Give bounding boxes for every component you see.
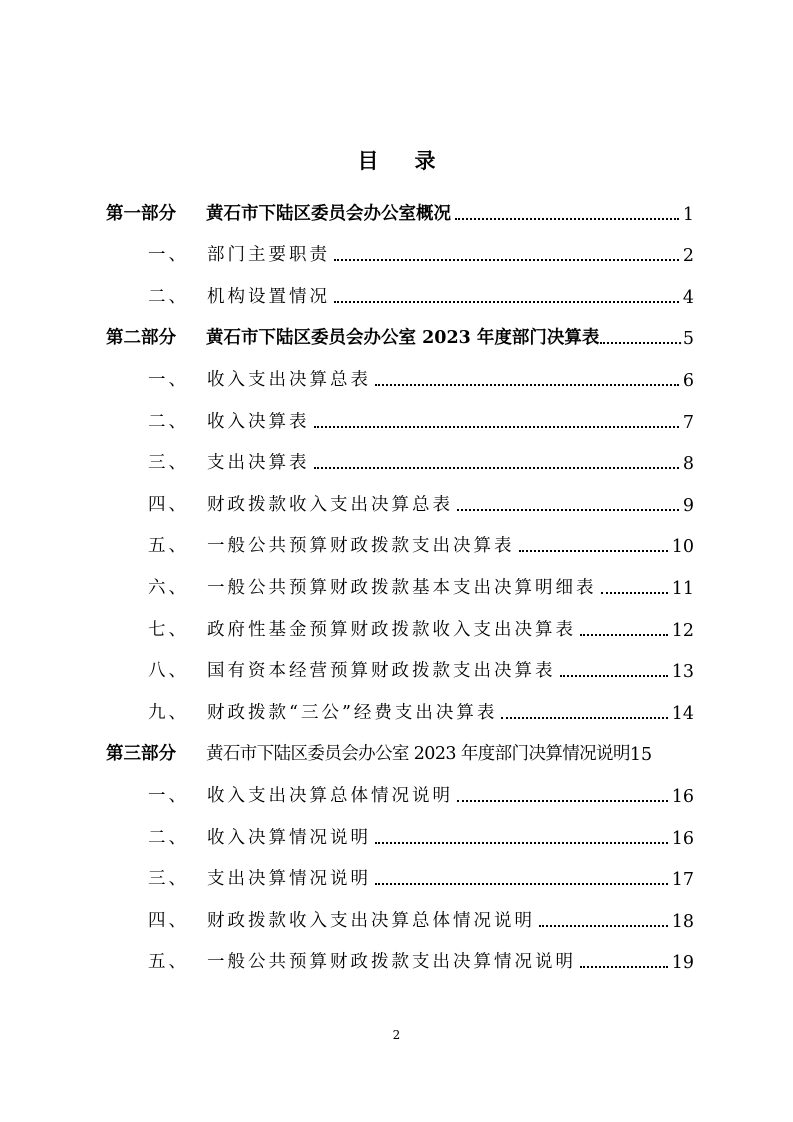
toc-entry-label: 黄石市下陆区委员会办公室概况 <box>206 203 451 224</box>
toc-entry-number: 第三部分 <box>106 744 176 765</box>
toc-entry-label: 国有资本经营预算财政拨款支出决算表 <box>207 661 556 682</box>
toc-subentry[interactable] <box>106 433 694 475</box>
toc-subentry[interactable] <box>106 474 694 516</box>
toc-subentry[interactable] <box>106 890 694 932</box>
toc-entry-label: 一般公共预算财政拨款支出决算情况说明 <box>207 952 576 973</box>
toc-entry-page: 1 <box>682 204 694 225</box>
toc-entry-page: 15 <box>629 745 653 766</box>
toc-entry-number: 一、 <box>148 245 189 266</box>
toc-entry-number: 二、 <box>148 827 189 848</box>
toc-leader-dots <box>501 717 667 719</box>
toc-title-char-2: 录 <box>414 148 436 173</box>
toc-entry-number: 四、 <box>148 494 189 515</box>
toc-leader-dots <box>601 592 668 594</box>
toc-leader-dots <box>539 925 668 927</box>
toc-entry-label: 财政拨款收入支出决算总体情况说明 <box>207 910 535 931</box>
toc-entry-page: 7 <box>682 412 694 433</box>
toc-part-entry[interactable] <box>106 183 694 225</box>
toc-leader-dots <box>560 675 668 677</box>
toc-subentry[interactable] <box>106 391 694 433</box>
toc-leader-dots <box>314 426 679 428</box>
toc-subentry[interactable] <box>106 266 694 308</box>
toc-entry-page: 14 <box>671 703 694 724</box>
toc-entry-number: 六、 <box>148 577 189 598</box>
toc-entry-label: 支出决算情况说明 <box>207 869 371 890</box>
toc-entry-label: 收入支出决算总表 <box>207 369 371 390</box>
toc-entry-label: 政府性基金预算财政拨款收入支出决算表 <box>207 619 576 640</box>
toc-subentry[interactable] <box>106 807 694 849</box>
toc-leader-dots <box>580 966 668 968</box>
toc-leader-dots <box>375 842 668 844</box>
toc-entry-label: 财政拨款“三公”经费支出决算表 <box>207 702 498 723</box>
toc-entry-number: 一、 <box>148 369 189 390</box>
toc-entry-page: 17 <box>671 870 694 891</box>
toc-entry-label: 黄石市下陆区委员会办公室 2023 年度部门决算情况说明 <box>206 744 630 765</box>
toc-entry-label: 黄石市下陆区委员会办公室 2023 年度部门决算表 <box>206 328 600 349</box>
toc-entry-page: .5 <box>677 329 694 350</box>
toc-entry-page: 8 <box>682 454 694 475</box>
toc-entry-number: 二、 <box>148 286 189 307</box>
page-number: 2 <box>392 1028 401 1042</box>
toc-entry-number: 第二部分 <box>106 328 176 349</box>
toc-entry-page: 16 <box>671 786 694 807</box>
toc-entry-number: 四、 <box>148 910 189 931</box>
toc-entry-label: 一般公共预算财政拨款基本支出决算明细表 <box>207 577 597 598</box>
toc-leader-dots <box>457 800 668 802</box>
toc-entry-page: 12 <box>671 620 694 641</box>
toc-entry-number: 五、 <box>148 952 189 973</box>
toc-entry-page: 9 <box>682 495 694 516</box>
toc-entry-label: 一般公共预算财政拨款支出决算表 <box>207 536 515 557</box>
toc-leader-dots <box>314 467 679 469</box>
toc-entry-number: 一、 <box>148 785 189 806</box>
toc-entry-number: 五、 <box>148 536 189 557</box>
table-of-contents <box>106 183 694 973</box>
toc-entry-page: 16 <box>671 828 694 849</box>
toc-leader-dots <box>375 384 679 386</box>
toc-entry-page: 13 <box>671 662 694 683</box>
toc-leader-dots <box>375 883 668 885</box>
toc-subentry[interactable] <box>106 225 694 267</box>
toc-title <box>0 145 793 175</box>
toc-entry-label: 机构设置情况 <box>207 286 330 307</box>
toc-subentry[interactable] <box>106 641 694 683</box>
toc-entry-number: 九、 <box>148 702 189 723</box>
toc-entry-label: 支出决算表 <box>207 453 310 474</box>
toc-subentry[interactable] <box>106 599 694 641</box>
toc-leader-dots <box>334 301 679 303</box>
toc-entry-label: 收入支出决算总体情况说明 <box>207 785 453 806</box>
toc-entry-number: 七、 <box>148 619 189 640</box>
toc-part-entry[interactable] <box>106 308 694 350</box>
toc-entry-page: 18 <box>671 911 694 932</box>
toc-title-char-1: 目 <box>357 148 379 173</box>
toc-entry-page: 2 <box>682 246 694 267</box>
toc-entry-page: 11 <box>671 578 694 599</box>
toc-subentry[interactable] <box>106 849 694 891</box>
toc-entry-number: 三、 <box>148 869 189 890</box>
toc-leader-dots <box>457 509 679 511</box>
toc-part-entry[interactable] <box>106 724 694 766</box>
toc-entry-label: 收入决算情况说明 <box>207 827 371 848</box>
toc-leader-dots <box>455 218 679 220</box>
toc-entry-label: 部门主要职责 <box>207 245 330 266</box>
toc-subentry[interactable] <box>106 932 694 974</box>
toc-subentry[interactable] <box>106 682 694 724</box>
toc-entry-page: 19 <box>671 953 694 974</box>
toc-entry-label: 财政拨款收入支出决算总表 <box>207 494 453 515</box>
toc-leader-dots <box>600 342 677 344</box>
toc-entry-label: 收入决算表 <box>207 411 310 432</box>
toc-subentry[interactable] <box>106 765 694 807</box>
toc-entry-number: 三、 <box>148 453 189 474</box>
toc-leader-dots <box>334 259 679 261</box>
toc-subentry[interactable] <box>106 349 694 391</box>
toc-entry-number: 第一部分 <box>106 203 176 224</box>
toc-entry-number: 八、 <box>148 661 189 682</box>
toc-entry-page: 6 <box>682 370 694 391</box>
toc-entry-page: 10 <box>671 537 694 558</box>
toc-leader-dots <box>519 550 668 552</box>
toc-entry-number: 二、 <box>148 411 189 432</box>
toc-entry-page: 4 <box>682 287 694 308</box>
toc-subentry[interactable] <box>106 557 694 599</box>
toc-leader-dots <box>580 634 668 636</box>
toc-subentry[interactable] <box>106 516 694 558</box>
